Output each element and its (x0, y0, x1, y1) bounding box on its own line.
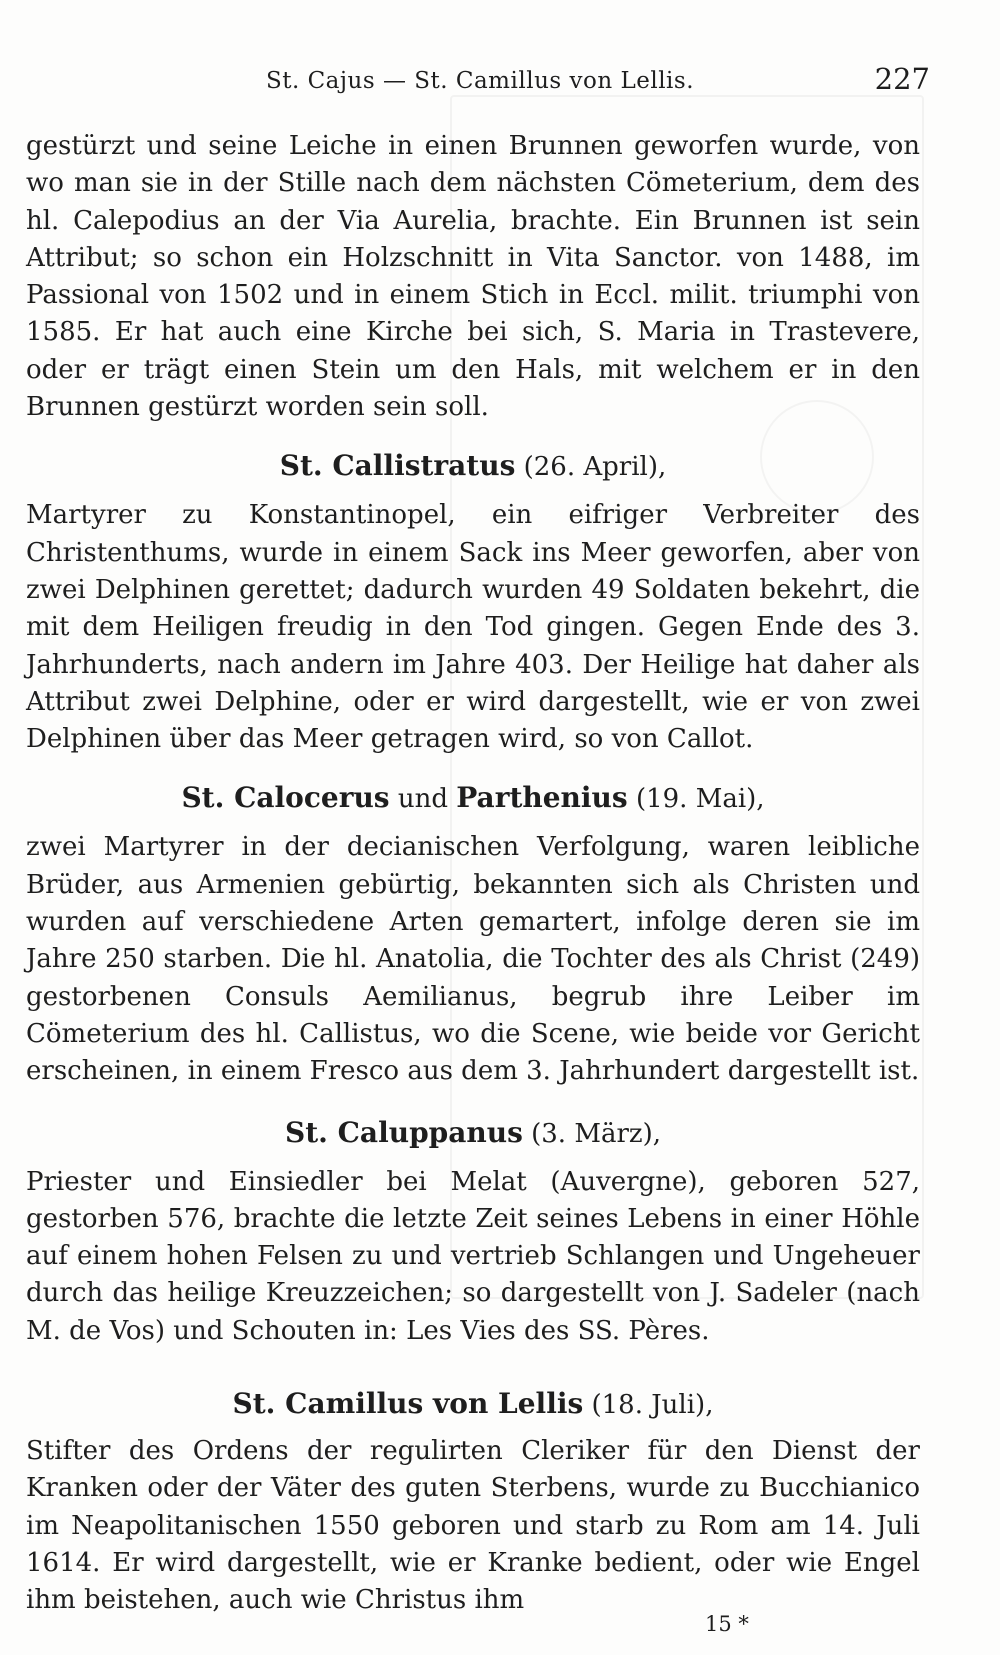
entry-text-caluppanus: Priester und Einsiedler bei Melat (Auvergne), geboren 527, gestorben 576, brachte die letzte Zeit seines Lebens in einer Höhle auf einem hohen Felsen zu und vertrieb Schlangen und Ungeheuer durch das heilige Kreuzzeichen; so dargestellt von J. Sadeler (nach M. de Vos) und Schouten in: Les Vies des SS. Pères. (26, 1166, 920, 1346)
feast-date: (19. Mai), (635, 784, 765, 815)
saint-name: St. Camillus von Lellis (232, 1387, 584, 1421)
page-header (30, 62, 930, 102)
entry-text-calocerus: zwei Martyrer in der decianischen Verfolgung, waren leibliche Brüder, aus Armenien gebürtig, bekannten sich als Christen und wurden auf verschiedene Arten gemartert, infolge deren sie im Jahre 250 starben. Die hl. Anatolia, die Tochter des als Christ (249) gestorbenen Consuls Aemilianus, begrub ihre Leiber im Cömeterium des hl. Callistus, wo die Scene, wie beide vor Gericht erscheinen, in einem Fresco aus dem 3. Jahrhundert dargestellt ist. (26, 832, 920, 1087)
entry-heading-callistratus (26, 448, 920, 485)
page-body (26, 128, 920, 1620)
signature-mark: 15 * (705, 1612, 749, 1636)
saint-name: St. Callistratus (279, 449, 516, 483)
saint-name: St. Caluppanus (285, 1115, 523, 1149)
entry-heading-caluppanus (26, 1115, 920, 1152)
saint-name-second: Parthenius (456, 781, 628, 815)
entry-text-camillus: Stifter des Ordens der regulirten Cleriker für den Dienst der Kranken oder der Väter des guten Sterbens, wurde zu Bucchianico im Neapolitanischen 1550 geboren und starb zu Rom am 14. Juli 1614. Er wird dargestellt, wie er Kranke bedient, oder wie Engel ihm beistehen, auch wie Christus ihm (26, 1436, 920, 1616)
intro-paragraph: gestürzt und seine Leiche in einen Brunnen geworfen wurde, von wo man sie in der Stille nach dem nächsten Cömeterium, dem des hl. Calepodius an der Via Aurelia, brachte. Ein Brunnen ist sein Attribut; so schon ein Holzschnitt in Vita Sanctor. von 1488, im Passional von 1502 und in einem Stich in Eccl. milit. triumphi von 1585. Er hat auch eine Kirche bei sich, S. Maria in Trastevere, oder er trägt einen Stein um den Hals, mit welchem er in den Brunnen gestürzt worden sein soll. (26, 131, 920, 423)
running-head: St. Cajus — St. Camillus von Lellis. (265, 68, 695, 94)
entry-heading-camillus (26, 1386, 920, 1423)
saint-name: St. Calocerus (181, 781, 390, 815)
page-number: 227 (874, 62, 930, 96)
feast-date: (3. März), (531, 1118, 661, 1149)
heading-conjunction: und (397, 784, 448, 815)
feast-date: (18. Juli), (591, 1390, 714, 1421)
feast-date: (26. April), (523, 452, 667, 483)
entry-heading-calocerus (26, 780, 920, 817)
entry-text-callistratus: Martyrer zu Konstantinopel, ein eifriger Verbreiter des Christenthums, wurde in einem Sack ins Meer geworfen, aber von zwei Delphinen gerettet; dadurch wurden 49 Soldaten bekehrt, die mit dem Heiligen freudig in den Tod gingen. Gegen Ende des 3. Jahrhunderts, nach andern im Jahre 403. Der Heilige hat daher als Attribut zwei Delphine, oder er wird dargestellt, wie er von zwei Delphinen über das Meer getragen wird, so von Callot. (26, 500, 920, 755)
